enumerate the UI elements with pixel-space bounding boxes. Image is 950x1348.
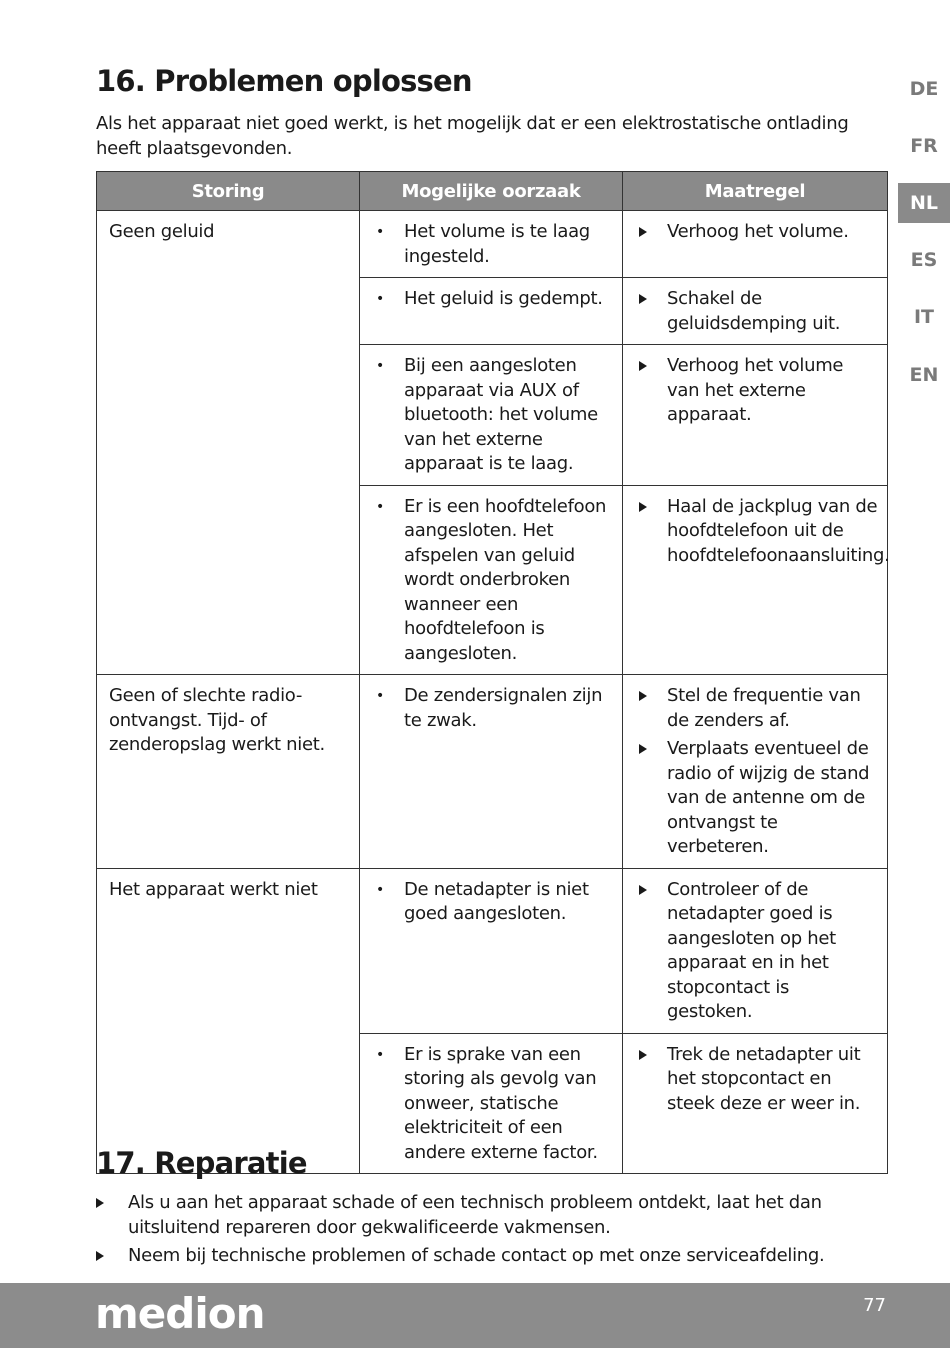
cause-item (376, 495, 612, 667)
cause-cell (360, 868, 623, 1033)
triangle-bullet-icon (639, 1050, 647, 1060)
repair-item-text: Als u aan het apparaat schade of een technisch probleem ontdekt, laat het dan uitsluitend repareren door gekwalificeerde vakmensen. (128, 1192, 822, 1238)
triangle-bullet-icon (96, 1198, 104, 1208)
header-action: Maatregel (623, 172, 888, 211)
action-cell (623, 211, 888, 278)
action-item (639, 354, 877, 428)
cause-cell (360, 345, 623, 486)
action-item (639, 220, 877, 245)
repair-list (96, 1191, 886, 1269)
action-item (639, 684, 877, 733)
cause-text: Het volume is te laag ingesteld. (404, 221, 590, 267)
triangle-bullet-icon (639, 885, 647, 895)
cause-text: Er is een hoofdtelefoon aangesloten. Het afspelen van geluid wordt onderbroken wanneer een hoofdtelefoon is aangesloten. (404, 495, 607, 664)
cause-cell (360, 278, 623, 345)
cause-cell (360, 485, 623, 675)
cause-text: De netadapter is niet goed aangesloten. (404, 878, 589, 924)
dot-bullet-icon: • (376, 224, 384, 240)
section-16-title: 16. Problemen oplossen (96, 64, 472, 98)
action-cell (623, 675, 888, 869)
action-cell (623, 868, 888, 1033)
cause-cell (360, 1033, 623, 1174)
cause-cell (360, 211, 623, 278)
header-fault: Storing (97, 172, 360, 211)
cause-item (376, 354, 612, 477)
table-row (97, 675, 888, 869)
lang-tab-nl[interactable]: NL (898, 183, 950, 223)
action-cell (623, 485, 888, 675)
lang-tab-es[interactable]: ES (910, 249, 938, 271)
repair-item (96, 1244, 886, 1269)
cause-text: De zendersignalen zijn te zwak. (404, 685, 603, 731)
cause-text: Het geluid is gedempt. (404, 288, 603, 309)
triangle-bullet-icon (639, 691, 647, 701)
triangle-bullet-icon (639, 227, 647, 237)
troubleshooting-table (96, 171, 888, 1174)
dot-bullet-icon: • (376, 1046, 384, 1063)
table-header-row (97, 172, 888, 211)
page-number: 77 (863, 1295, 886, 1316)
dot-bullet-icon: • (376, 688, 384, 704)
action-cell (623, 278, 888, 345)
cause-item (376, 1043, 612, 1166)
action-text: Schakel de geluidsdemping uit. (667, 288, 841, 334)
dot-bullet-icon: • (376, 498, 384, 515)
action-item (639, 1043, 877, 1117)
action-item (639, 287, 877, 336)
cause-item (376, 878, 612, 927)
medion-logo: medion (95, 1289, 265, 1338)
dot-bullet-icon: • (376, 291, 384, 307)
cause-text: Bij een aangesloten apparaat via AUX of bluetooth: het volume van het externe apparaat is te laag. (404, 355, 598, 474)
action-text: Trek de netadapter uit het stopcontact en steek deze er weer in. (667, 1043, 861, 1114)
cause-text: Er is sprake van een storing als gevolg van onweer, statische elektriciteit of een andere externe factor. (404, 1043, 598, 1163)
fault-cell: Het apparaat werkt niet (97, 868, 360, 1174)
lang-tab-it[interactable]: IT (913, 306, 935, 328)
triangle-bullet-icon (639, 294, 647, 304)
action-text: Verhoog het volume. (667, 221, 849, 242)
repair-item (96, 1191, 886, 1240)
fault-cell: Geen of slechte radio-ontvangst. Tijd- of zenderopslag werkt niet. (97, 675, 360, 869)
action-text: Controleer of de netadapter goed is aangesloten op het apparaat en in het stopcontact is gestoken. (667, 878, 836, 1022)
cause-item (376, 220, 612, 269)
action-item (639, 878, 877, 1025)
cause-cell (360, 675, 623, 869)
header-cause: Mogelijke oorzaak (360, 172, 623, 211)
section-17-title: 17. Reparatie (96, 1146, 307, 1180)
triangle-bullet-icon (639, 361, 647, 371)
footer-bar (0, 1283, 950, 1348)
triangle-bullet-icon (639, 502, 647, 512)
cause-item (376, 684, 612, 733)
lang-tab-en[interactable]: EN (909, 364, 939, 386)
action-item (639, 495, 890, 569)
dot-bullet-icon: • (376, 881, 384, 898)
action-cell (623, 345, 888, 486)
repair-item-text: Neem bij technische problemen of schade contact op met onze serviceafdeling. (128, 1245, 825, 1266)
action-text: Haal de jackplug van de hoofdtelefoon uit de hoofdtelefoonaansluiting. (667, 495, 890, 566)
triangle-bullet-icon (639, 744, 647, 754)
action-item (639, 737, 877, 860)
table-row (97, 211, 888, 278)
table-row (97, 868, 888, 1033)
lang-tab-fr[interactable]: FR (910, 135, 938, 157)
lang-tab-de[interactable]: DE (909, 78, 939, 100)
dot-bullet-icon: • (376, 358, 384, 374)
fault-cell: Geen geluid (97, 211, 360, 675)
action-cell (623, 1033, 888, 1174)
triangle-bullet-icon (96, 1251, 104, 1261)
action-text: Verhoog het volume van het externe apparaat. (667, 355, 844, 425)
action-text: Stel de frequentie van de zenders af. (667, 685, 861, 731)
cause-item (376, 287, 612, 312)
intro-paragraph: Als het apparaat niet goed werkt, is het mogelijk dat er een elektrostatische ontlading heeft plaatsgevonden. (96, 113, 849, 159)
action-text: Verplaats eventueel de radio of wijzig de stand van de antenne om de ontvangst te verbeteren. (667, 738, 870, 857)
